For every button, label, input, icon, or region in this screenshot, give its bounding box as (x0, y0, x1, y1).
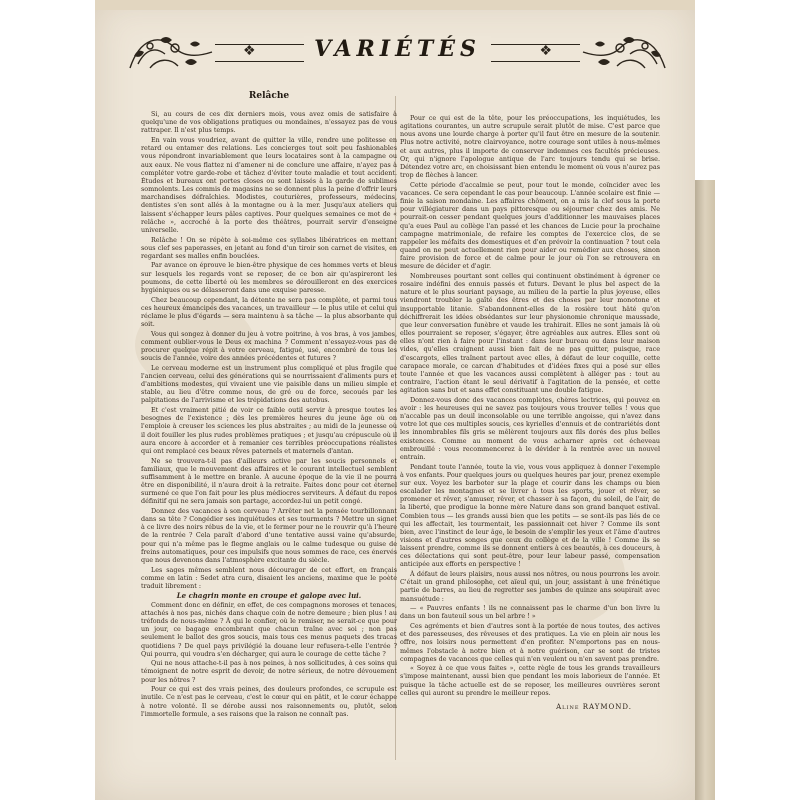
paragraph: « Soyez à ce que vous faites », cette règle de tous les grands travailleurs s'impose maintenant, aussi bien que pendant les mois laborieux de l'année. Et puisque la tâche actuelle est de se reposer, les meilleures ouvrières seront celles qui auront su prendre le meilleur repos. (400, 664, 660, 697)
section-header (120, 22, 675, 80)
column-left-body (141, 110, 397, 718)
section-title (120, 36, 675, 62)
article-column-right (400, 114, 660, 711)
article-column-left (141, 90, 397, 719)
diamond-ornament-icon: ❖ (243, 43, 256, 59)
diamond-ornament-icon: ❖ (539, 43, 552, 59)
page-fold-edge (695, 180, 715, 800)
paragraph: Le cerveau moderne est un instrument plus compliqué et plus fragile que l'ancien cerveau, celui des générations qui se nourrissaient d'aliments purs et d'ambitions modestes, qui vivaient une vie paisible dans un milieu simple et stable, au lieu d'être comme nous, de gré ou de force, secoués par les palpitations de l'arrivisme et les trépidations des autobus. (141, 363, 397, 405)
column-right-body (400, 114, 660, 697)
paragraph: Nombreuses pourtant sont celles qui continuent obstinément à égrener ce rosaire indéfini des ennuis passés et futurs. Devant le plus bel aspect de la nature et le plus souriant paysage, au milieu de la partie la plus joyeuse, elles viendront troubler la gaîté des êtres et des choses par leur monotone et insupportable litanie. S'abandonnent-elles de la rosière tout hâté qu'on déchiffrerait les idées obsédantes sur leur physionomie chronique maussade, que leur conversation funèbre et vaude les trahirait. Elles ne sont jamais là où elles pourraient se reposer, s'égayer, être agréables aux autres. Elles sont où elles n'ont rien à faire pour l'instant : dans leur bureau ou dans leur maison vides, qu'elles craignent aussi bien fait de ne pas quitter, puisque, race d'escargots, elles traînent partout avec elles, à défaut de leur coquille, cette carapace morale, ce carcan d'habitudes et d'idées fixes qui a posé sur elles toute l'année et que les vacances aussi complètent à alléger pas : tout au contraire, l'action étant le seul dérivatif à l'agitation de la pensée, et cette agitation sans but et sans effet constituant une double fatigue. (400, 271, 660, 395)
paragraph: Qui ne nous attache-t-il pas à nos peines, à nos sollicitudes, à ces soins qui témoignent de notre esprit de devoir, de notre sérieux, de notre dévouement pour les nôtres ? (141, 659, 397, 684)
paragraph: Pendant toute l'année, toute la vie, vous vous appliquez à donner l'exemple à vos enfants. Pour quelques jours ou quelques heures par jour, prenez exemple sur eux. Voyez les barboter sur la plage et courir dans les champs ou bien escalader les montagnes et se livrer à tous les sports, jouer et rêver, se promener et rêver, s'amuser, rêver, et chasser à sa façon, du soleil, de l'air, de la liberté, que prodigue la bonne mère Nature dans son grand banquet estival. Combien tous — les grands aussi bien que les petits — se sont-ils pas liés de ce qui les affectait, les tourmentait, les passionnait cet hiver ? Comme ils sont bien, avec l'instinct de leur âge, le besoin de s'emplir les yeux et l'âme d'autres visions et d'autres songes que ceux du collège et de la ville ! Comme ils se laissent prendre, comme ils se donnent entiers à ces beautés, à ces douceurs, à ces délectations qui sont peut-être, pour leur labeur passé, compensation anticipée aux efforts en perspective ! (400, 462, 660, 569)
paragraph: Cette période d'accalmie se peut, pour tout le monde, coïncider avec les vacances. Ce sera cependant le cas pour beaucoup. L'année scolaire est finie — finie la saison mondaine. Les affaires chôment, on a mis la clef sous la porte pour villégiaturer dans un pays pittoresque ou séjourner chez des amis. Ne pourrait-on cesser pendant quelques jours d'additionner les mauvaises places qu'a eues Paul au collège l'an passé et les chances de Lucie pour la prochaine campagne matrimoniale, de refaire les comptes de l'exercice clos, de se rappeler les méfaits des domestiques et d'en prévoir la continuation ? tout cela quand on ne peut actuellement rien pour aider ou remédier aux choses, sinon faire provision de force et de calme pour le jour où l'on se retrouvera en mesure de décider et d'agir. (400, 180, 660, 271)
article-title: Relâche (248, 91, 290, 101)
paragraph: Si, au cours de ces dix derniers mois, vous avez omis de satisfaire à quelqu'une de vos obligations pratiques ou mondaines, n'essayez pas de vous rattraper. Il n'est plus temps. (141, 110, 397, 135)
paragraph: Donnez des vacances à son cerveau ? Arrêter net la pensée tourbillonnant dans sa tête ? Congédier ses inquiétudes et ses tourments ? Mettre un signet à ce livre des noirs rébus de la vie, et le fermer pour ne le rouvrir qu'à l'heure de la rentrée ? Cela paraît d'abord d'une tentative aussi vaine qu'absurde, pour qui n'a même pas le flegme anglais ou le calme tudesque ou guise de freins automatiques, pour ces impulsifs que nous sommes de race, ces énervés que nous devenons dans l'atmosphère excitante du siècle. (141, 507, 398, 564)
paragraph: Pour ce qui est de la tête, pour les préoccupations, les inquiétudes, les agitations courantes, un autre scrupule serait plutôt de mise. C'est parce que nous avons une lourde charge à porter qu'il faut être en mesure de la soutenir. Plus notre activité, notre clairvoyance, notre courage sont utiles à nous-mêmes et aux autres, plus il importe de conserver indemnes ces facultés précieuses. Or, qui n'ignore l'apologue antique de l'arc toujours tendu qui se brise. Détendez votre arc, en choisissant bien entendu le moment où vous n'aurez pas trop de flèches à lancer. (400, 114, 660, 180)
paragraph: Donnez-vous donc des vacances complètes, chères lectrices, qui pouvez en avoir : les heureuses qui ne savez pas toujours vous trouver telles ! vous que n'accable pas un deuil inconsolable ou une terrible angoisse, qui n'avez dans votre lot que ces multiples soucis, ces kyrielles d'ennuis et de contrariétés dont les innombrables fils gris se mêlèrent toujours aux fils dorés des plus belles existences. Comme au moment de vous acharner après cet écheveau embrouillé : vous recommencerez à le dévider à la rentrée avec un nouvel entrain. (400, 395, 660, 461)
paragraph: À défaut de leurs plaisirs, nous aussi nos nôtres, ou nous pourrons les avoir. C'était un grand philosophe, cet aïeul qui, un jour, assistant à une frénétique partie de barres, au lieu de regretter ses jambes de quinze ans soupirait avec mansuétude : (400, 570, 660, 603)
paragraph: Chez beaucoup cependant, la détente ne sera pas complète, et parmi tous ces heureux émancipés des vacances, un travailleur — le plus utile et celui qui réclame le plus d'égards — sera maintenu à sa tâche — la plus absorbante qui soit. (141, 295, 397, 329)
paragraph: Les sages mêmes semblent nous décourager de cet effort, en français comme en latin : Sedet atra cura, disaient les anciens, maxime que le poète traduit librement : (141, 565, 397, 590)
paragraph: Par avance on éprouve le bien-être physique de ces hommes verts et bleus sur lesquels les regards vont se reposer, de ce bon air qu'aspireront les poumons, de cette liberté où les membres se dérouilleront en des exercices hygiéniques ou se délasseront dans une exquise paresse. (141, 261, 397, 294)
section-title-text: VARIÉTÉS (304, 36, 491, 62)
quoted-verse: Le chagrin monte en croupe et galope avec lui. (176, 590, 362, 600)
paragraph: Ne se trouvera-t-il pas d'ailleurs active par les soucis personnels et familiaux, que le mouvement des affaires et le courant intellectuel semblent suffisamment à le mettre en branle. À aucune époque de la vie il ne pourra être en disponibilité, il n'aura droit à la retraite. Faites donc pour cet éternel surmené ce que l'on fait pour les plus médiocres serviteurs. À défaut du repos définitif qui ne sera jamais son partage, accordez-lui un petit congé. (141, 456, 397, 506)
paragraph: Et c'est vraiment pitié de voir ce faible outil servir à presque toutes les besognes de l'existence ; dès les premières heures du jeune âge où on l'emploie à creuser les sciences les plus abstraites ; au midi de la jeunesse où il doit fouiller les plus rudes problèmes pratiques ; et jusqu'au crépuscule où il aura encore à accorder et à remanier ces terribles préoccupations réalistes qui ont remplacé ces beaux rêves paternels et maternels d'antan. (141, 406, 397, 455)
paragraph: — « Pauvres enfants ! ils ne connaissent pas le charme d'un bon livre lu dans un bon fauteuil sous un bel arbre ! » (400, 604, 660, 621)
paragraph: Ces agréments et bien d'autres sont à la portée de nous toutes, des actives et des paresseuses, des rêveuses et des pratiques. La vie en plein air nous les offre, nos loisirs nous permettent d'en profiter. N'emportons pas en nous-mêmes l'obstacle à notre bien et à notre guérison, car se sont de tristes compagnes de vacances que celles qui n'en veulent ou n'en savent pas prendre. (400, 622, 660, 663)
magazine-page (95, 0, 695, 800)
paragraph: Relâche ! On se répète à soi-même ces syllabes libératrices en mettant sous clef ses paperasses, en jetant au fond d'un tiroir son carnet de visites, en regardant ses malles enfin bouclées. (141, 235, 397, 260)
author-signature: Aline RAYMOND. (556, 702, 632, 711)
paragraph: Pour ce qui est des vrais peines, des douleurs profondes, ce scrupule est inutile. Ce n'est pas le cerveau, c'est le cœur qui en pâtit, et le cœur échappe à notre volonté. Il se dérobe aussi nos raisonnements ou, plutôt, selon l'immortelle formule, a ses raisons que la raison ne connaît pas. (141, 685, 397, 718)
paragraph: En vain vous voudriez, avant de quitter la ville, rendre une politesse en retard ou entamer des relations. Les concierges tout soit peu fashionables vous répondront invariablement que leurs locataires sont à la campagne ou aux eaux. Ne vous flattez ni d'amener ni de conclure une affaire, n'ayez pas à compléter votre garde-robe et tâchez d'éviter toute maladie et tout accident. Études et bureaux ont portes closes ou sont laissés à la garde de sublimes somnolents. Les commis de magasins ne se donnent plus la peine d'offrir leurs marchandises défraîchies. Modistes, couturières, professeurs, médecins, dentistes s'en sont allés à la montagne ou à la mer. Jusqu'aux ateliers qui laissent s'échapper leurs pâles captives. Pour quelques semaines ce mot de « relâche », accroché à la porte des théâtres, pourrait servir d'enseigne universelle. (141, 136, 397, 234)
paragraph: Vous qui songez à donner du jeu à votre poitrine, à vos bras, à vos jambes, comment oublier-vous le Deus ex machina ? Comment n'essayez-vous pas de procurer quelque répit à votre cerveau, fatigué, usé, encombré de tous les soucis de l'année, voire des années précédentes et futures ? (141, 329, 397, 363)
paragraph: Comment donc en définir, en effet, de ces compagnons moroses et tenaces, attachés à nos pas, nichés dans chaque coin de notre demeure ; bien plus ! au tréfonds de nous-même ? À qui le confier, où le remiser, ne serait-ce que pour un jour, ce bagage encombrant que chacun traîne avec soi ; non pas seulement le ballot des gros soucis, mais tous ces menus paquets des tracas quotidiens ? De quel pays privilégié la douane leur refusera-t-elle l'entrée ? Qui pourra, qui voudra s'en décharger, qui aura le courage de cette tâche ? (141, 600, 397, 658)
